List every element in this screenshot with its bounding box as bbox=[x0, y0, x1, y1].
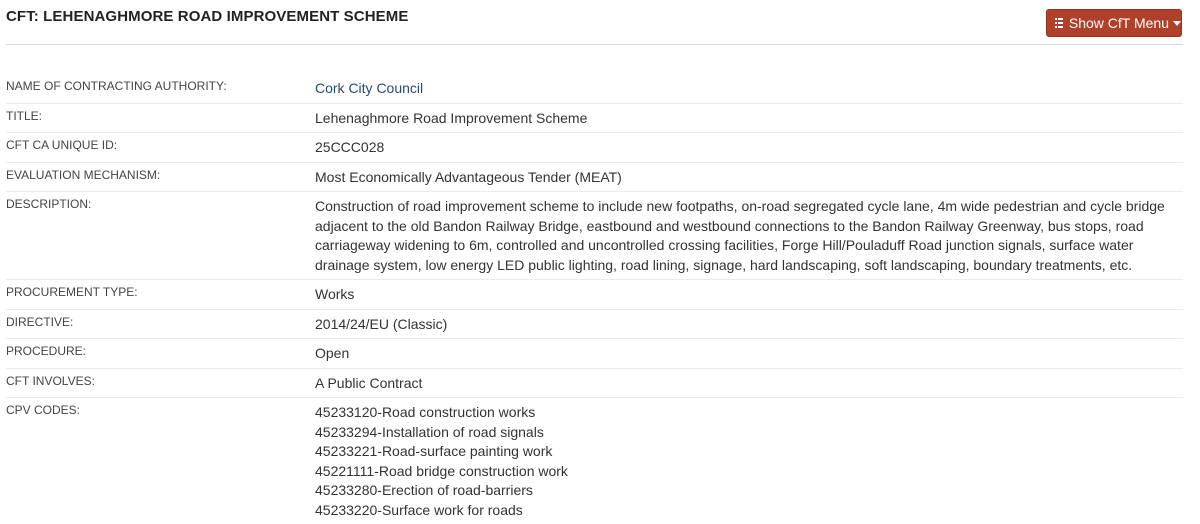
page-header bbox=[0, 0, 1200, 46]
unique-id-label: CFT CA UNIQUE ID: bbox=[6, 138, 118, 152]
row-cft-involves bbox=[6, 369, 1183, 399]
cft-involves-value: A Public Contract bbox=[315, 374, 423, 391]
evaluation-mechanism-label: EVALUATION MECHANISM: bbox=[6, 167, 161, 182]
cpv-code-list bbox=[315, 403, 1183, 520]
contracting-authority-link[interactable]: Cork City Council bbox=[315, 80, 424, 96]
directive-value: 2014/24/EU (Classic) bbox=[315, 315, 448, 332]
row-cpv-codes bbox=[6, 398, 1183, 524]
row-description bbox=[6, 192, 1183, 280]
evaluation-mechanism-value: Most Economically Advantageous Tender (MEAT) bbox=[315, 168, 622, 185]
procedure-value: Open bbox=[315, 345, 350, 361]
cpv-code-item: 45233220-Surface work for roads bbox=[315, 501, 523, 518]
directive-label: DIRECTIVE: bbox=[6, 314, 74, 329]
procurement-type-label: PROCUREMENT TYPE: bbox=[6, 285, 138, 299]
row-directive bbox=[6, 310, 1183, 340]
cpv-code-item: 45233221-Road-surface painting work bbox=[315, 443, 553, 459]
cpv-codes-value bbox=[315, 403, 1183, 524]
description-label: DESCRIPTION: bbox=[6, 197, 92, 211]
cpv-code-item: 45233280-Erection of road-barriers bbox=[315, 482, 533, 498]
cpv-codes-label: CPV CODES: bbox=[6, 403, 81, 417]
description-value: Construction of road improvement scheme to include new footpaths, on-road segregated cycle lane, 4m wide pedestrian and cycle bridge adjacent to the old Bandon Railway Bridge, eastbound and westbound connections to the Bandon Railway Greenway, bus stops, road carriageway widening to 6m, controlled and uncontrolled crossing facilities, Forge Hill/Pouladuff Road junction signals, surface water drainage system, low energy LED public lighting, road lining, signage, hard landscaping, soft landscaping, boundary treatments, etc. bbox=[315, 198, 1165, 273]
list-icon bbox=[1055, 18, 1063, 28]
procedure-label: PROCEDURE: bbox=[6, 344, 87, 358]
row-title bbox=[6, 104, 1183, 134]
page-title: CFT: LEHENAGHMORE ROAD IMPROVEMENT SCHEME bbox=[6, 8, 409, 25]
row-procedure bbox=[6, 339, 1183, 369]
contracting-authority-label: NAME OF CONTRACTING AUTHORITY: bbox=[6, 79, 227, 93]
unique-id-value: 25CCC028 bbox=[315, 139, 385, 155]
row-procurement-type bbox=[6, 280, 1183, 310]
show-cft-menu-button[interactable] bbox=[1046, 9, 1182, 37]
row-evaluation-mechanism bbox=[6, 163, 1183, 193]
procurement-type-value: Works bbox=[315, 286, 355, 302]
caret-down-icon bbox=[1173, 21, 1181, 26]
cft-details-table bbox=[6, 74, 1183, 524]
row-contracting-authority bbox=[6, 74, 1183, 104]
title-label: TITLE: bbox=[6, 108, 43, 123]
row-unique-id bbox=[6, 133, 1183, 163]
cpv-code-item: 45233120-Road construction works bbox=[315, 404, 536, 420]
title-value: Lehenaghmore Road Improvement Scheme bbox=[315, 109, 588, 126]
show-cft-menu-label: Show CfT Menu bbox=[1068, 15, 1169, 31]
header-divider bbox=[6, 44, 1183, 45]
cpv-code-item: 45221111-Road bridge construction work bbox=[315, 462, 568, 479]
cpv-code-item: 45233294-Installation of road signals bbox=[315, 423, 544, 440]
cft-involves-label: CFT INVOLVES: bbox=[6, 373, 95, 388]
